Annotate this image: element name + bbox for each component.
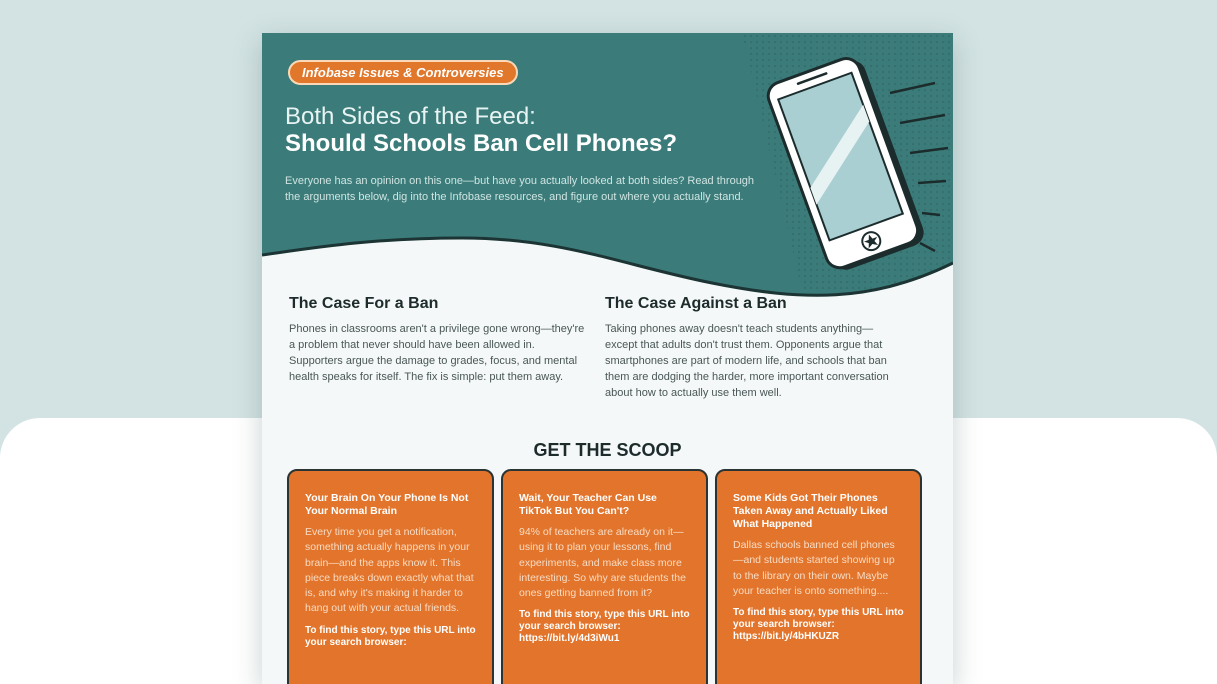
smartphone-icon	[750, 53, 950, 283]
case-against-heading: The Case Against a Ban	[605, 295, 787, 312]
case-against-section	[605, 295, 905, 401]
hero-banner	[262, 33, 953, 303]
document-page	[262, 33, 953, 684]
story-card-link: To find this story, type this URL into your search browser: https://bit.ly/4d3iWu1	[519, 609, 690, 645]
case-against-body: Taking phones away doesn't teach students anything—except that adults don't trust them. Opponents argue that smartphones are part of modern life, and schools that ban them are dodging the harder, more important conversation about how to actually use them well.	[605, 323, 889, 399]
story-card-title: Your Brain On Your Phone Is Not Your Normal Brain	[305, 492, 469, 517]
case-for-body: Phones in classrooms aren't a privilege gone wrong—they're a problem that never should have been allowed in. Supporters argue the damage to grades, focus, and mental health speaks for itself. The fix is simple: put them away.	[289, 323, 585, 383]
story-card	[501, 469, 708, 684]
story-card-title: Some Kids Got Their Phones Taken Away and Actually Liked What Happened	[733, 492, 888, 530]
page-title-line2: Should Schools Ban Cell Phones?	[285, 130, 678, 157]
story-card	[715, 469, 922, 684]
story-card-body: Every time you get a notification, something actually happens in your brain—and the apps know it. This piece breaks down exactly what that is, and why it's making it harder to hang out with your actual friends.	[305, 526, 474, 615]
page-title-line1: Both Sides of the Feed:	[285, 103, 536, 130]
case-for-heading: The Case For a Ban	[289, 295, 439, 312]
story-card-body: 94% of teachers are already on it—using it to plan your lessons, find experiments, and make class more interesting. So why are students the ones getting banned from it?	[519, 526, 686, 600]
category-badge: Infobase Issues & Controversies	[288, 60, 518, 85]
story-card	[287, 469, 494, 684]
case-for-section	[289, 295, 589, 385]
story-card-link: To find this story, type this URL into your search browser:	[305, 624, 476, 648]
intro-text: Everyone has an opinion on this one—but have you actually looked at both sides? Read through the arguments below, dig into the Infobase resources, and figure out where you actually stand.	[285, 175, 755, 203]
story-card-title: Wait, Your Teacher Can Use TikTok But You Can't?	[519, 492, 657, 517]
story-card-body: Dallas schools banned cell phones—and students started showing up to the library on their own. Maybe your teacher is onto something....	[733, 539, 895, 597]
story-card-link: To find this story, type this URL into your search browser: https://bit.ly/4bHKUZR	[733, 607, 904, 643]
scoop-heading: GET THE SCOOP	[533, 440, 682, 460]
